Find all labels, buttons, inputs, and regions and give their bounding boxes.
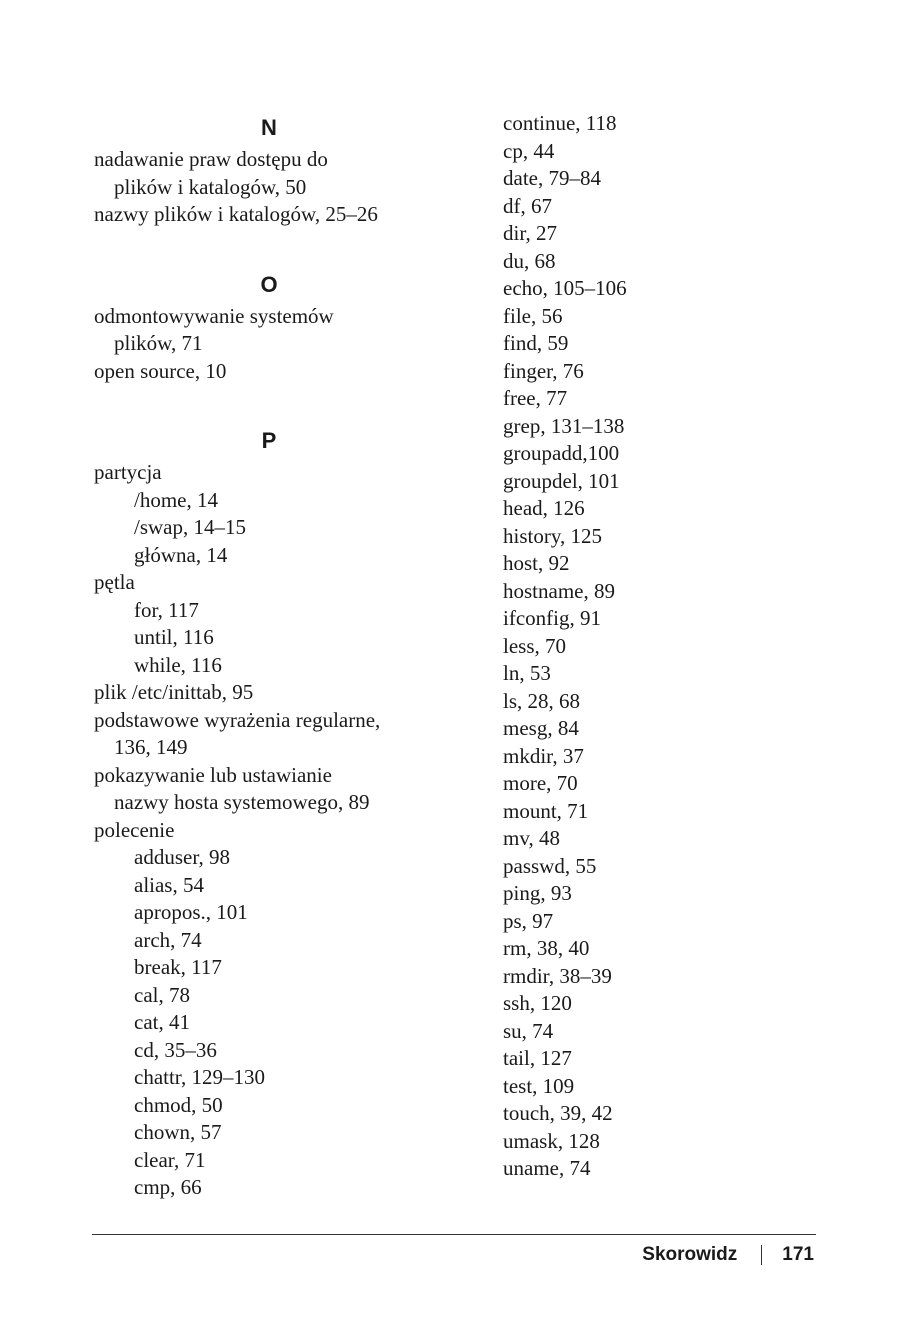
index-entry: pętla	[94, 570, 135, 594]
index-subentry: mount, 71	[503, 798, 589, 823]
index-subentry: groupdel, 101	[503, 468, 620, 493]
index-subentry: tail, 127	[503, 1046, 572, 1070]
index-entry: pokazywanie lub ustawianie	[94, 762, 332, 787]
index-subentry: until, 116	[134, 625, 214, 649]
index-subentry: break, 117	[134, 955, 222, 979]
index-subentry: cd, 35–36	[134, 1037, 217, 1062]
index-subentry: rm, 38, 40	[503, 936, 590, 960]
index-entry: nadawanie praw dostępu do	[94, 147, 328, 171]
index-letter-heading: N	[261, 115, 277, 140]
index-subentry: /home, 14	[134, 487, 218, 512]
index-entry-continuation: plików i katalogów, 50	[114, 174, 307, 199]
index-subentry: dir, 27	[503, 221, 557, 245]
index-subentry: mesg, 84	[503, 716, 579, 740]
index-subentry: date, 79–84	[503, 166, 601, 190]
index-subentry: uname, 74	[503, 1156, 591, 1180]
index-entry: plik /etc/inittab, 95	[94, 680, 254, 704]
index-subentry: touch, 39, 42	[503, 1101, 613, 1125]
index-subentry: while, 116	[134, 652, 222, 677]
index-subentry: passwd, 55	[503, 853, 597, 878]
index-entry: odmontowywanie systemów	[94, 303, 334, 328]
index-subentry: more, 70	[503, 771, 578, 795]
index-subentry: ping, 93	[503, 881, 572, 905]
index-subentry: cmp, 66	[134, 1175, 202, 1199]
footer-separator	[761, 1245, 762, 1265]
index-entry-continuation: 136, 149	[114, 735, 188, 759]
index-letter-heading: P	[261, 428, 277, 453]
index-entry: open source, 10	[94, 358, 227, 383]
index-subentry: rmdir, 38–39	[503, 963, 612, 988]
index-subentry: free, 77	[503, 386, 568, 410]
index-subentry: grep, 131–138	[503, 413, 625, 438]
index-subentry: cp, 44	[503, 138, 555, 163]
index-subentry: mkdir, 37	[503, 743, 584, 768]
index-subentry: test, 109	[503, 1073, 575, 1098]
index-subentry: chown, 57	[134, 1120, 222, 1144]
index-subentry: find, 59	[503, 331, 569, 355]
index-subentry: echo, 105–106	[503, 276, 627, 300]
index-subentry: mv, 48	[503, 826, 560, 850]
page-footer	[642, 1240, 814, 1270]
index-subentry: df, 67	[503, 193, 552, 218]
index-left-column	[94, 110, 444, 1202]
index-subentry: du, 68	[503, 248, 556, 273]
index-subentry: ssh, 120	[503, 991, 572, 1015]
index-subentry: clear, 71	[134, 1147, 206, 1172]
index-subentry: chmod, 50	[134, 1092, 223, 1117]
index-subentry: host, 92	[503, 551, 570, 575]
index-subentry: hostname, 89	[503, 578, 615, 603]
section-gap	[94, 385, 444, 423]
index-subentry: file, 56	[503, 303, 563, 328]
index-subentry: alias, 54	[134, 872, 204, 897]
index-subentry: less, 70	[503, 633, 566, 658]
index-subentry: continue, 118	[503, 111, 617, 135]
section-gap	[94, 229, 444, 267]
index-subentry: umask, 128	[503, 1128, 600, 1153]
index-subentry: groupadd,100	[503, 441, 620, 465]
index-subentry: chattr, 129–130	[134, 1065, 265, 1089]
index-subentry: apropos., 101	[134, 900, 248, 924]
index-entry: podstawowe wyrażenia regularne,	[94, 707, 381, 732]
index-subentry: finger, 76	[503, 358, 584, 383]
index-subentry: ps, 97	[503, 908, 554, 933]
footer-section-title: Skorowidz	[642, 1244, 738, 1265]
index-subentry: ifconfig, 91	[503, 606, 601, 630]
index-entry-continuation: plików, 71	[114, 331, 203, 355]
index-subentry: cat, 41	[134, 1010, 190, 1034]
index-subentry: history, 125	[503, 523, 602, 548]
index-subentry: su, 74	[503, 1018, 554, 1043]
index-subentry: arch, 74	[134, 927, 202, 952]
index-subentry: ls, 28, 68	[503, 688, 581, 713]
index-subentry: for, 117	[134, 597, 199, 622]
index-entry: partycja	[94, 460, 162, 484]
index-subentry: /swap, 14–15	[134, 515, 246, 539]
index-subentry: adduser, 98	[134, 845, 230, 869]
footer-divider	[92, 1234, 816, 1235]
index-right-column	[503, 110, 833, 1183]
index-entry-continuation: nazwy hosta systemowego, 89	[114, 790, 370, 814]
index-subentry: główna, 14	[134, 542, 228, 567]
index-subentry: head, 126	[503, 496, 585, 520]
index-subentry: ln, 53	[503, 661, 551, 685]
footer-page-number: 171	[782, 1244, 814, 1265]
index-subentry: cal, 78	[134, 982, 190, 1007]
index-entry: polecenie	[94, 817, 175, 842]
index-letter-heading: O	[260, 271, 278, 297]
index-entry: nazwy plików i katalogów, 25–26	[94, 202, 378, 226]
